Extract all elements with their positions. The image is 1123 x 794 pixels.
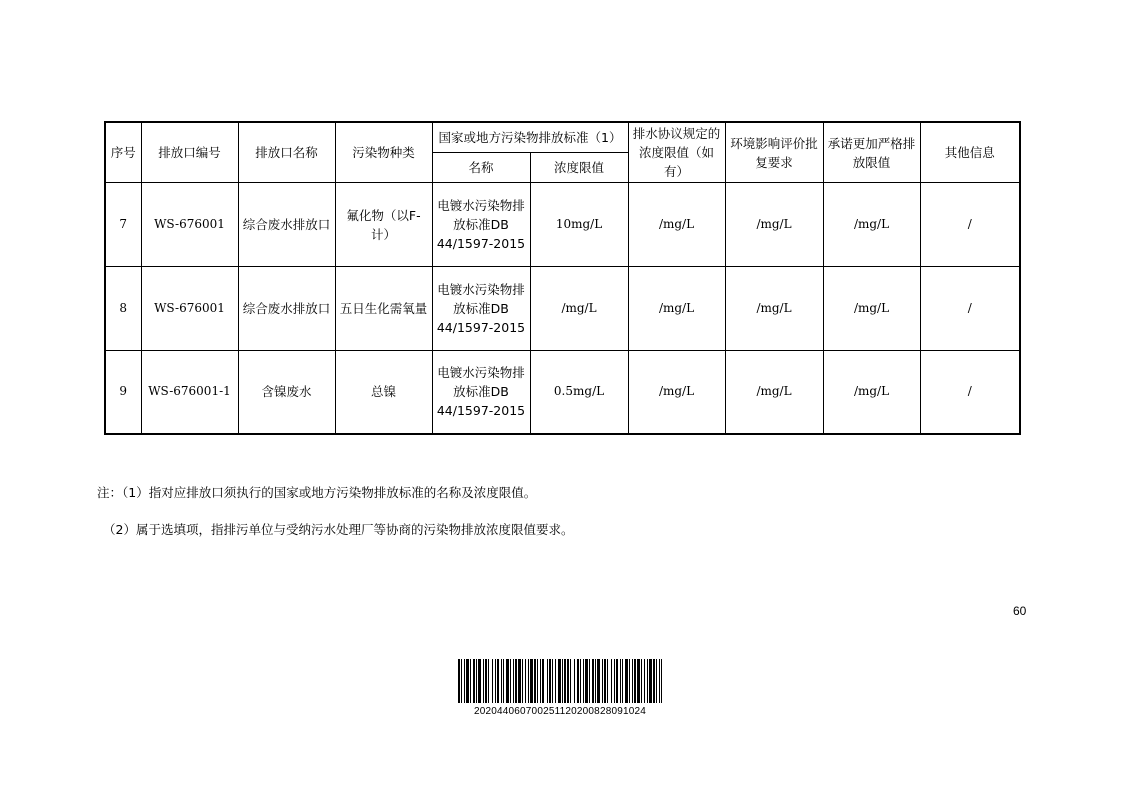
barcode-bar xyxy=(614,659,615,703)
cell-outlet-name: 含镍废水 xyxy=(238,351,335,434)
cell-seq: 9 xyxy=(105,351,141,434)
barcode-bar xyxy=(488,659,489,703)
barcode-bar xyxy=(478,659,481,703)
barcode-bar xyxy=(552,659,553,703)
barcode-bar xyxy=(589,659,590,703)
barcode-bar xyxy=(464,659,465,703)
barcode-bar xyxy=(595,659,596,703)
barcode-number: 20204406070025112020082809​1024 xyxy=(473,706,647,717)
barcode-bar xyxy=(637,659,640,703)
barcode-bar xyxy=(458,659,460,703)
barcode-bar xyxy=(564,659,566,703)
barcode-bar xyxy=(461,659,462,703)
barcode-bar xyxy=(604,659,606,703)
cell-outlet-code: WS-676001-1 xyxy=(141,351,238,434)
barcode-bar xyxy=(476,659,477,703)
barcode-bar xyxy=(620,659,621,703)
barcode-bar xyxy=(577,659,579,703)
barcode-graphic xyxy=(458,659,662,703)
header-outlet-code: 排放口编号 xyxy=(141,122,238,183)
barcode-bar xyxy=(528,659,529,703)
header-standard-group: 国家或地方污染物排放标准（1） xyxy=(432,122,628,152)
cell-seq: 8 xyxy=(105,267,141,351)
barcode-bar xyxy=(537,659,538,703)
cell-pollutant: 五日生化需氧量 xyxy=(335,267,432,351)
cell-pollutant: 氟化物（以F-计） xyxy=(335,183,432,267)
barcode-bar xyxy=(547,659,548,703)
cell-agreement-limit: /mg/L xyxy=(628,183,725,267)
cell-standard-limit: 0.5mg/L xyxy=(530,351,628,434)
barcode-bar xyxy=(641,659,642,703)
header-standard-limit: 浓度限值 xyxy=(530,152,628,182)
barcode-bar xyxy=(602,659,603,703)
barcode-bar xyxy=(567,659,569,703)
barcode-bar xyxy=(632,659,633,703)
barcode-bar xyxy=(649,659,652,703)
cell-outlet-code: WS-676001 xyxy=(141,267,238,351)
barcode-bar xyxy=(530,659,533,703)
barcode-bar xyxy=(622,659,623,703)
barcode-bar xyxy=(466,659,469,703)
barcode-bar xyxy=(625,659,628,703)
cell-standard-name: 电镀水污染物排放标准DB 44/1597-2015 xyxy=(432,267,530,351)
footnote-2: （2）属于选填项，指排污单位与受纳污水处理厂等协商的污染物排放浓度限值要求。 xyxy=(103,522,574,537)
pollutant-discharge-table-container xyxy=(104,121,1019,435)
barcode-bar xyxy=(525,659,526,703)
barcode-bar xyxy=(515,659,517,703)
barcode-bar xyxy=(583,659,584,703)
cell-stricter-limit: /mg/L xyxy=(823,183,920,267)
barcode-bar xyxy=(540,659,541,703)
barcode-bar xyxy=(647,659,648,703)
pollutant-discharge-table xyxy=(104,121,1021,435)
cell-eia-requirement: /mg/L xyxy=(725,183,823,267)
barcode-bar xyxy=(506,659,509,703)
cell-agreement-limit: /mg/L xyxy=(628,267,725,351)
header-outlet-name: 排放口名称 xyxy=(238,122,335,183)
table-row xyxy=(105,183,1020,267)
barcode-bar xyxy=(558,659,561,703)
barcode-bar xyxy=(616,659,618,703)
page-number: 60 xyxy=(1013,604,1027,618)
barcode-bar xyxy=(510,659,511,703)
barcode-bar xyxy=(483,659,484,703)
barcode-bar xyxy=(570,659,571,703)
barcode-bar xyxy=(473,659,475,703)
footnote-1: 注：（1）指对应排放口须执行的国家或地方污染物排放标准的名称及浓度限值。 xyxy=(97,485,537,500)
header-agreement-limit: 排水协议规定的浓度限值（如有） xyxy=(628,122,725,183)
barcode-bar xyxy=(542,659,544,703)
header-standard-name: 名称 xyxy=(432,152,530,182)
barcode-bar xyxy=(580,659,581,703)
cell-other-info: / xyxy=(920,351,1020,434)
header-seq: 序号 xyxy=(105,122,141,183)
cell-standard-name: 电镀水污染物排放标准DB 44/1597-2015 xyxy=(432,183,530,267)
barcode-bar xyxy=(585,659,588,703)
barcode-bar xyxy=(470,659,471,703)
barcode-bar xyxy=(485,659,487,703)
barcode-bar xyxy=(518,659,521,703)
barcode-bar xyxy=(513,659,514,703)
table-row xyxy=(105,351,1020,434)
cell-other-info: / xyxy=(920,267,1020,351)
cell-outlet-code: WS-676001 xyxy=(141,183,238,267)
table-row xyxy=(105,267,1020,351)
barcode-bar xyxy=(522,659,523,703)
barcode-bar xyxy=(574,659,575,703)
cell-outlet-name: 综合废水排放口 xyxy=(238,183,335,267)
cell-outlet-name: 综合废水排放口 xyxy=(238,267,335,351)
cell-agreement-limit: /mg/L xyxy=(628,351,725,434)
cell-eia-requirement: /mg/L xyxy=(725,351,823,434)
barcode-bar xyxy=(653,659,655,703)
barcode-bar xyxy=(497,659,499,703)
cell-standard-limit: /mg/L xyxy=(530,267,628,351)
barcode-bar xyxy=(634,659,636,703)
header-pollutant-type: 污染物种类 xyxy=(335,122,432,183)
barcode-bar xyxy=(661,659,662,703)
barcode-bar xyxy=(503,659,504,703)
cell-standard-limit: 10mg/L xyxy=(530,183,628,267)
cell-seq: 7 xyxy=(105,183,141,267)
cell-stricter-limit: /mg/L xyxy=(823,267,920,351)
barcode-bar xyxy=(492,659,493,703)
barcode-bar xyxy=(562,659,563,703)
header-other-info: 其他信息 xyxy=(920,122,1020,183)
barcode-bar xyxy=(555,659,556,703)
cell-eia-requirement: /mg/L xyxy=(725,267,823,351)
cell-pollutant: 总镍 xyxy=(335,351,432,434)
barcode-bar xyxy=(495,659,496,703)
barcode-bar xyxy=(607,659,608,703)
barcode-bar xyxy=(629,659,630,703)
cell-stricter-limit: /mg/L xyxy=(823,351,920,434)
barcode-bar xyxy=(549,659,551,703)
barcode-bar xyxy=(534,659,536,703)
cell-other-info: / xyxy=(920,183,1020,267)
header-eia-requirement: 环境影响评价批复要求 xyxy=(725,122,823,183)
barcode-bar xyxy=(659,659,660,703)
cell-standard-name: 电镀水污染物排放标准DB 44/1597-2015 xyxy=(432,351,530,434)
barcode-bar xyxy=(592,659,594,703)
barcode-bar xyxy=(501,659,502,703)
barcode-bar xyxy=(656,659,657,703)
header-stricter-limit: 承诺更加严格排放限值 xyxy=(823,122,920,183)
barcode-bar xyxy=(597,659,600,703)
barcode-bar xyxy=(644,659,645,703)
barcode-bar xyxy=(611,659,612,703)
